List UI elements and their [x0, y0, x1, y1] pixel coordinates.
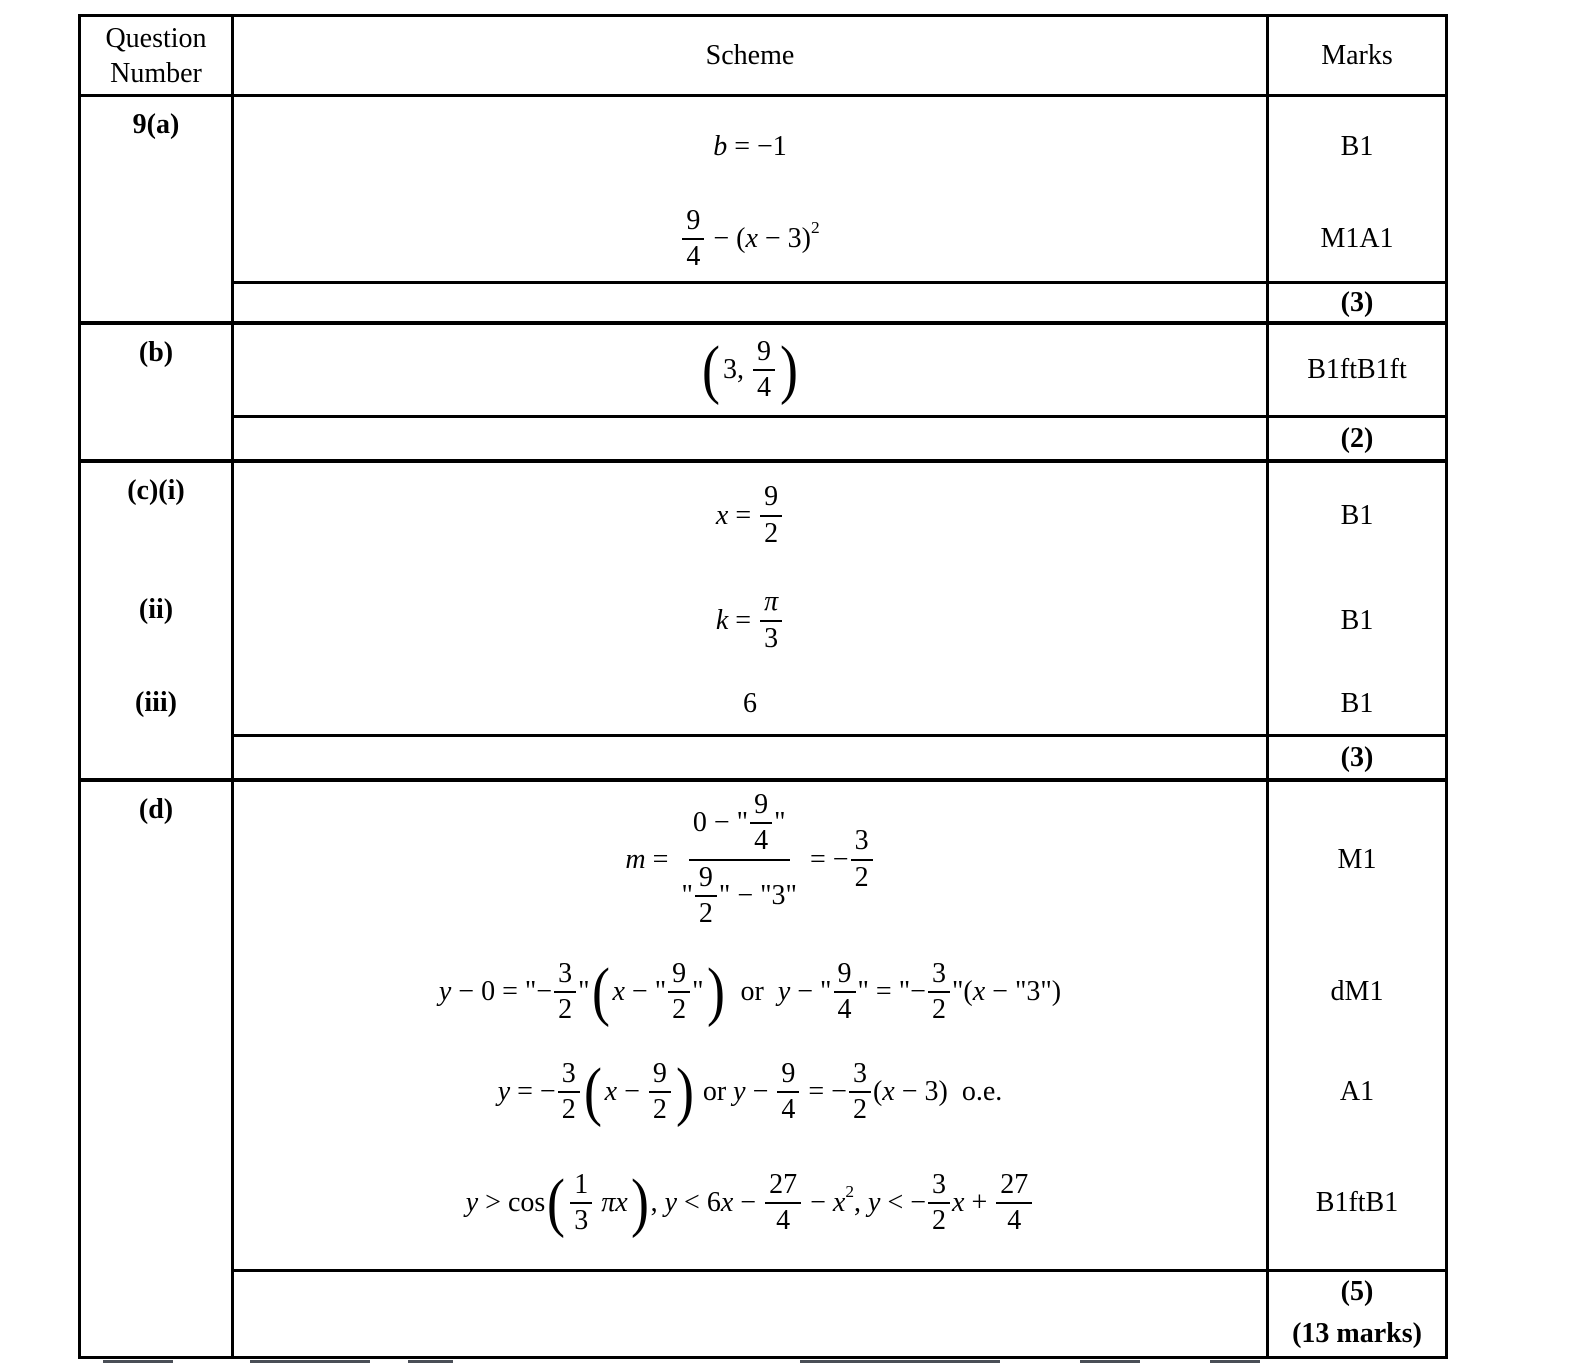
fraction-numerator — [928, 1169, 950, 1204]
math-text: , — [854, 1187, 868, 1218]
mark-label: B1ftB1 — [1315, 1187, 1399, 1218]
section-right — [234, 325, 1445, 459]
subtotal-row — [234, 415, 1445, 459]
math-text: 3 — [931, 957, 946, 989]
math-text: − 3) — [757, 223, 811, 254]
math-text: 4 — [837, 994, 852, 1025]
scheme-line — [234, 568, 1266, 673]
left-paren: ( — [702, 333, 721, 407]
math-text: 3 — [574, 1205, 589, 1236]
fraction-denominator — [753, 371, 775, 404]
fraction-denominator — [668, 993, 690, 1026]
subtotal-marks: (3) — [1340, 286, 1374, 318]
fraction-numerator — [753, 336, 775, 371]
fraction-numerator — [668, 958, 690, 993]
math-text: 3 — [561, 1057, 576, 1089]
math-var: x — [612, 976, 625, 1007]
subtotal-scheme-cell — [234, 1272, 1269, 1312]
math-text: 9 — [672, 957, 687, 989]
scheme-line — [234, 1137, 1266, 1269]
question-label-line — [81, 463, 231, 568]
fraction-numerator — [558, 1058, 580, 1093]
math-text: = − — [510, 1076, 556, 1107]
fraction-denominator — [1003, 1204, 1025, 1237]
math-text — [594, 1187, 601, 1219]
math-text: 4 — [757, 372, 771, 403]
scheme-line — [234, 197, 1266, 281]
math-fraction — [570, 1169, 592, 1237]
subtotal-marks: (3) — [1340, 741, 1374, 773]
equation — [716, 586, 784, 654]
math-text: − — [803, 1187, 833, 1218]
scheme-line — [234, 782, 1266, 937]
total-row — [81, 1312, 1445, 1356]
question-label-line — [81, 1137, 231, 1269]
question-label-line — [81, 937, 231, 1047]
mark-label: B1 — [1340, 604, 1374, 636]
equation — [465, 1166, 1035, 1240]
math-paren-group — [590, 955, 727, 1029]
math-text: " — [774, 807, 786, 839]
fraction-numerator — [765, 1169, 801, 1204]
math-paren-group — [545, 1166, 650, 1240]
marks-column — [1269, 97, 1445, 281]
math-var: x — [952, 1187, 965, 1218]
math-var: y — [465, 1187, 479, 1218]
mark-label: B1ftB1ft — [1307, 354, 1407, 385]
marks-column — [1269, 325, 1445, 415]
mark-label: B1 — [1340, 131, 1374, 162]
right-paren: ) — [675, 1055, 694, 1129]
question-number-cell — [81, 97, 234, 321]
math-text: ( — [872, 1076, 883, 1107]
math-fraction — [928, 1169, 950, 1237]
fraction-numerator — [996, 1169, 1032, 1204]
math-var: y — [497, 1076, 511, 1107]
math-fraction — [677, 789, 801, 930]
math-text: = −1 — [727, 131, 787, 162]
math-text: " − "3" — [718, 879, 797, 911]
equation — [438, 955, 1062, 1029]
math-text: 1 — [574, 1168, 589, 1200]
math-text: 0 − " — [692, 807, 749, 839]
math-var: y — [777, 976, 791, 1007]
question-number-cell — [81, 782, 234, 1312]
math-var: b — [713, 131, 728, 162]
math-text: − 0 = "− — [451, 976, 553, 1007]
math-text: 4 — [776, 1205, 791, 1236]
math-text: 3 — [558, 957, 573, 989]
column-header-scheme: Scheme — [234, 17, 1269, 94]
section-b — [81, 325, 1445, 463]
math-fraction — [649, 1058, 671, 1126]
section-9a — [81, 97, 1445, 325]
question-label: (b) — [138, 337, 174, 368]
math-text: − 3) o.e. — [894, 1076, 1003, 1107]
math-var: π — [764, 586, 779, 618]
fraction-numerator — [851, 825, 873, 860]
right-paren: ) — [706, 955, 725, 1029]
math-text: − " — [790, 976, 832, 1007]
fraction-denominator — [750, 824, 772, 857]
equation — [713, 131, 787, 163]
math-text: 9 — [686, 204, 701, 236]
subtotal-scheme-cell — [234, 418, 1269, 459]
fraction-denominator — [834, 993, 856, 1026]
math-var: x — [720, 1187, 734, 1218]
scheme-line — [234, 463, 1266, 568]
subtotal-row — [234, 1269, 1445, 1312]
math-text: 9 — [754, 789, 769, 821]
fraction-numerator — [689, 789, 790, 860]
equation — [680, 205, 819, 273]
math-text: 9 — [781, 1057, 796, 1089]
total-row-question-cell — [81, 1312, 234, 1356]
fraction-denominator — [851, 861, 873, 894]
fraction-denominator — [928, 993, 950, 1026]
fraction-numerator — [760, 586, 782, 621]
math-fraction — [682, 205, 704, 273]
scheme-line — [234, 673, 1266, 734]
question-label: (ii) — [138, 594, 174, 625]
math-text: > cos — [478, 1187, 546, 1218]
math-superscript: 2 — [811, 218, 820, 238]
math-fraction — [928, 958, 950, 1026]
math-fraction — [765, 1169, 801, 1237]
math-superscript: 2 — [845, 1182, 854, 1202]
fraction-denominator — [772, 1204, 794, 1237]
mark-label: dM1 — [1330, 976, 1384, 1007]
section-content — [234, 325, 1445, 415]
mark-label: B1 — [1340, 499, 1374, 531]
fraction-numerator — [777, 1058, 799, 1093]
mark-label: M1 — [1337, 843, 1377, 875]
subtotal-marks: (5) — [1340, 1276, 1374, 1307]
math-fraction — [996, 1169, 1032, 1237]
math-text: 3 — [852, 1057, 867, 1089]
math-text: 4 — [781, 1094, 796, 1125]
fraction-numerator — [554, 958, 576, 993]
math-text: " — [692, 976, 704, 1007]
math-var: k — [715, 604, 729, 636]
scheme-line — [234, 325, 1266, 415]
math-fraction — [777, 1058, 799, 1126]
fraction-numerator — [570, 1169, 592, 1204]
fraction-numerator — [849, 1058, 871, 1093]
math-fraction — [834, 958, 856, 1026]
math-text: 9 — [652, 1057, 667, 1089]
mark-scheme-table — [78, 14, 1448, 1359]
column-header-marks: Marks — [1321, 39, 1393, 71]
total-row-scheme-cell — [234, 1312, 1269, 1356]
subtotal-row — [234, 281, 1445, 321]
math-text: 2 — [698, 897, 713, 929]
math-text: 27 — [769, 1168, 798, 1200]
fraction-denominator — [558, 1093, 580, 1126]
scheme-column — [234, 782, 1269, 1269]
math-text: < 6 — [677, 1187, 721, 1218]
math-text: + — [964, 1187, 995, 1218]
section-right — [234, 463, 1445, 778]
fraction-denominator — [849, 1093, 871, 1126]
fraction-numerator — [750, 789, 772, 824]
left-paren: ( — [591, 955, 610, 1029]
math-var: x — [832, 1187, 846, 1218]
math-text: 3 — [764, 622, 779, 654]
math-text: or — [695, 1076, 734, 1107]
math-text: 9 — [764, 481, 779, 513]
fraction-denominator — [695, 897, 717, 930]
math-text: 2 — [932, 1205, 947, 1236]
marks-column — [1269, 782, 1445, 1269]
fraction-denominator — [554, 993, 576, 1026]
fraction-denominator — [777, 1093, 799, 1126]
column-header-question-number: Question Number — [81, 17, 234, 94]
math-text: 2 — [561, 1094, 576, 1125]
math-fraction — [695, 862, 717, 930]
math-var: y — [664, 1187, 678, 1218]
mark-label: B1 — [1340, 687, 1374, 719]
math-text: " — [681, 879, 693, 911]
math-text: 4 — [1007, 1205, 1022, 1236]
fraction-denominator — [760, 622, 782, 655]
fraction-denominator — [649, 1093, 671, 1126]
left-paren: ( — [583, 1055, 602, 1129]
math-fraction — [849, 1058, 871, 1126]
math-text: = − — [801, 1076, 847, 1107]
right-paren: ) — [779, 333, 798, 407]
math-fraction — [750, 789, 772, 857]
paren-content — [611, 958, 704, 1026]
math-var: x — [882, 1076, 895, 1107]
math-text: 2 — [558, 994, 573, 1025]
section-right — [234, 97, 1445, 321]
paren-content — [567, 1169, 628, 1237]
math-text: 2 — [764, 517, 779, 549]
math-text: − — [617, 1076, 647, 1107]
fraction-denominator — [570, 1204, 592, 1237]
math-var: πx — [601, 1187, 628, 1218]
math-text: , — [650, 1187, 665, 1218]
subtotal-marks: (2) — [1340, 422, 1374, 454]
section-content — [234, 463, 1445, 734]
scheme-column — [234, 97, 1269, 281]
fraction-numerator — [695, 862, 717, 897]
math-text: " — [578, 976, 590, 1007]
math-fraction — [760, 586, 782, 654]
fraction-numerator — [649, 1058, 671, 1093]
math-var: x — [745, 223, 758, 254]
math-text: 4 — [686, 241, 701, 272]
paren-content — [722, 336, 778, 404]
scheme-line — [234, 937, 1266, 1047]
fraction-denominator — [760, 517, 782, 550]
math-text: 3 — [932, 1168, 947, 1200]
math-text: = − — [802, 843, 849, 875]
math-text: 2 — [852, 1094, 867, 1125]
math-text: " = "− — [857, 976, 926, 1007]
math-var: y — [868, 1187, 881, 1218]
question-label: 9(a) — [132, 109, 180, 140]
scheme-column — [234, 325, 1269, 415]
math-fraction — [760, 481, 782, 549]
math-text: 3 — [854, 825, 869, 857]
math-var: y — [733, 1076, 746, 1107]
math-fraction — [558, 1058, 580, 1126]
math-text: "( — [951, 976, 973, 1007]
fraction-numerator — [682, 205, 704, 240]
section-content — [234, 782, 1445, 1269]
math-text: 2 — [652, 1094, 667, 1125]
fraction-numerator — [928, 958, 950, 993]
math-fraction — [753, 336, 775, 404]
question-label-line — [81, 673, 231, 734]
table-header-row — [81, 17, 1445, 97]
subtotal-scheme-cell — [234, 284, 1269, 321]
question-number-cell — [81, 325, 234, 459]
math-paren-group — [582, 1055, 696, 1129]
fraction-denominator — [682, 240, 704, 273]
section-content — [234, 97, 1445, 281]
math-text: 3, — [723, 354, 751, 385]
question-label-line — [81, 1047, 231, 1137]
equation — [716, 481, 784, 549]
math-fraction — [554, 958, 576, 1026]
math-text: or — [726, 976, 778, 1007]
fraction-denominator — [677, 861, 801, 930]
equation — [700, 333, 800, 407]
math-text: < − — [880, 1187, 927, 1218]
equation — [625, 789, 874, 930]
math-var: x — [715, 499, 729, 531]
question-label: (c)(i) — [127, 475, 185, 506]
question-label: (d) — [138, 794, 174, 825]
math-fraction — [851, 825, 873, 893]
math-text: 2 — [931, 994, 946, 1025]
question-number-cell — [81, 463, 234, 778]
equation — [497, 1055, 1003, 1129]
section-right — [234, 782, 1445, 1312]
question-label-line — [81, 782, 231, 937]
mark-label: A1 — [1339, 1076, 1375, 1107]
math-text: 27 — [1000, 1168, 1029, 1200]
math-paren-group — [700, 333, 800, 407]
mark-label: M1A1 — [1320, 223, 1394, 254]
equation — [743, 688, 757, 720]
math-text: = — [728, 604, 759, 636]
table-body — [81, 97, 1445, 1312]
fraction-numerator — [760, 481, 782, 516]
question-label-line — [81, 568, 231, 673]
subtotal-row — [234, 734, 1445, 778]
math-var: y — [438, 976, 452, 1007]
math-text: 2 — [854, 861, 869, 893]
math-text: − — [733, 1187, 764, 1218]
math-var: m — [625, 843, 646, 875]
section-c — [81, 463, 1445, 782]
marks-column — [1269, 463, 1445, 734]
scheme-column — [234, 463, 1269, 734]
math-text: = — [728, 499, 759, 531]
scheme-line — [234, 97, 1266, 197]
left-paren: ( — [547, 1166, 566, 1240]
question-label-line — [81, 97, 231, 197]
math-text: 2 — [672, 994, 687, 1025]
fraction-numerator — [834, 958, 856, 993]
right-paren: ) — [630, 1166, 649, 1240]
question-label: (iii) — [135, 687, 177, 718]
subtotal-scheme-cell — [234, 737, 1269, 778]
section-d — [81, 782, 1445, 1312]
math-text: 9 — [757, 335, 771, 367]
math-text: 4 — [754, 825, 769, 857]
scheme-line — [234, 1047, 1266, 1137]
math-text: − " — [624, 976, 667, 1007]
math-text: 9 — [837, 957, 852, 989]
math-var: x — [604, 1076, 618, 1107]
math-text: − ( — [706, 223, 746, 254]
total-marks: (13 marks) — [1292, 1318, 1422, 1349]
math-var: x — [972, 976, 986, 1007]
math-text: 9 — [698, 861, 713, 893]
cutoff-text-fragments — [78, 1360, 1442, 1365]
fraction-denominator — [928, 1204, 950, 1237]
question-label-line — [81, 197, 231, 281]
math-text: − "3") — [985, 976, 1062, 1007]
math-text: = — [645, 843, 676, 875]
paren-content — [604, 1058, 674, 1126]
math-fraction — [668, 958, 690, 1026]
question-label-line — [81, 325, 231, 415]
math-text: − — [745, 1076, 776, 1107]
math-text: 6 — [743, 687, 757, 719]
